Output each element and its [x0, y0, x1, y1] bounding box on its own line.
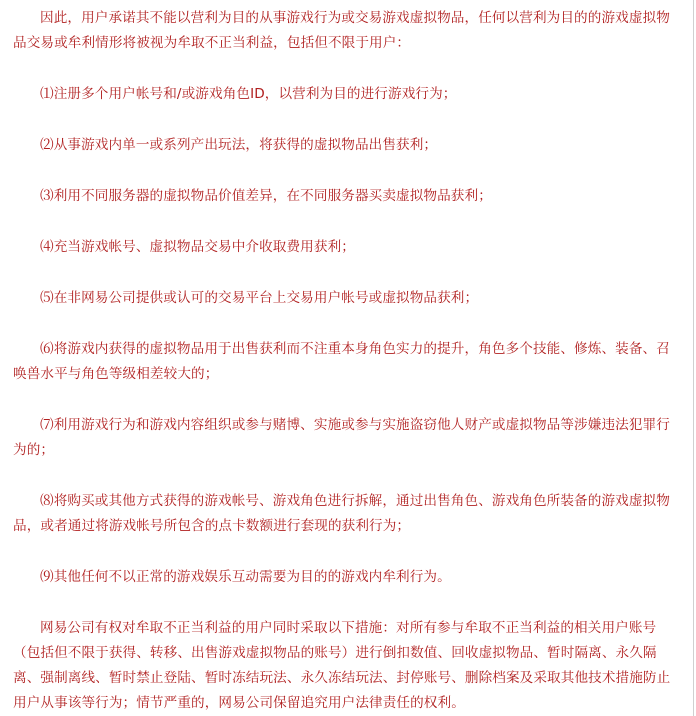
clause-2: ⑵从事游戏内单一或系列产出玩法，将获得的虚拟物品出售获利； — [40, 137, 438, 153]
clause-9: ⑼其他任何不以正常的游戏娱乐互动需要为目的的游戏内牟利行为。 — [40, 569, 451, 585]
clause-8: ⑻将购买或其他方式获得的游戏帐号、游戏角色进行拆解，通过出售角色、游戏角色所装备的游戏虚拟物品，或者通过将游戏帐号所包含的点卡数额进行套现的获利行为； — [13, 493, 670, 534]
clause-4: ⑷充当游戏帐号、虚拟物品交易中介收取费用获利； — [40, 239, 355, 255]
intro-paragraph: 因此，用户承诺其不能以营利为目的从事游戏行为或交易游戏虚拟物品，任何以营利为目的的游戏虚拟物品交易或牟利情形将被视为牟取不正当利益，包括但不限于用户： — [13, 10, 670, 51]
clause-6: ⑹将游戏内获得的虚拟物品用于出售获利而不注重本身角色实力的提升，角色多个技能、修炼、装备、召唤兽水平与角色等级相差较大的； — [13, 341, 670, 382]
clause-3: ⑶利用不同服务器的虚拟物品价值差异，在不同服务器买卖虚拟物品获利； — [40, 188, 492, 204]
clause-7: ⑺利用游戏行为和游戏内容组织或参与赌博、实施或参与实施盗窃他人财产或虚拟物品等涉嫌违法犯罪行为的； — [13, 417, 670, 458]
measures-paragraph: 网易公司有权对牟取不正当利益的用户同时采取以下措施：对所有参与牟取不正当利益的相关用户账号（包括但不限于获得、转移、出售游戏虚拟物品的账号）进行倒扣数值、回收虚拟物品、暂时隔离、永久隔离、强制离线、暂时禁止登陆、暂时冻结玩法、永久冻结玩法、封停账号、删除档案及采取其他技术措施防止用户从事该等行为；情节严重的，网易公司保留追究用户法律责任的权利。 — [13, 620, 671, 711]
clause-1: ⑴注册多个用户帐号和/或游戏角色ID，以营利为目的进行游戏行为； — [40, 86, 457, 102]
document-body — [13, 0, 681, 716]
clause-5: ⑸在非网易公司提供或认可的交易平台上交易用户帐号或虚拟物品获利； — [40, 290, 479, 306]
